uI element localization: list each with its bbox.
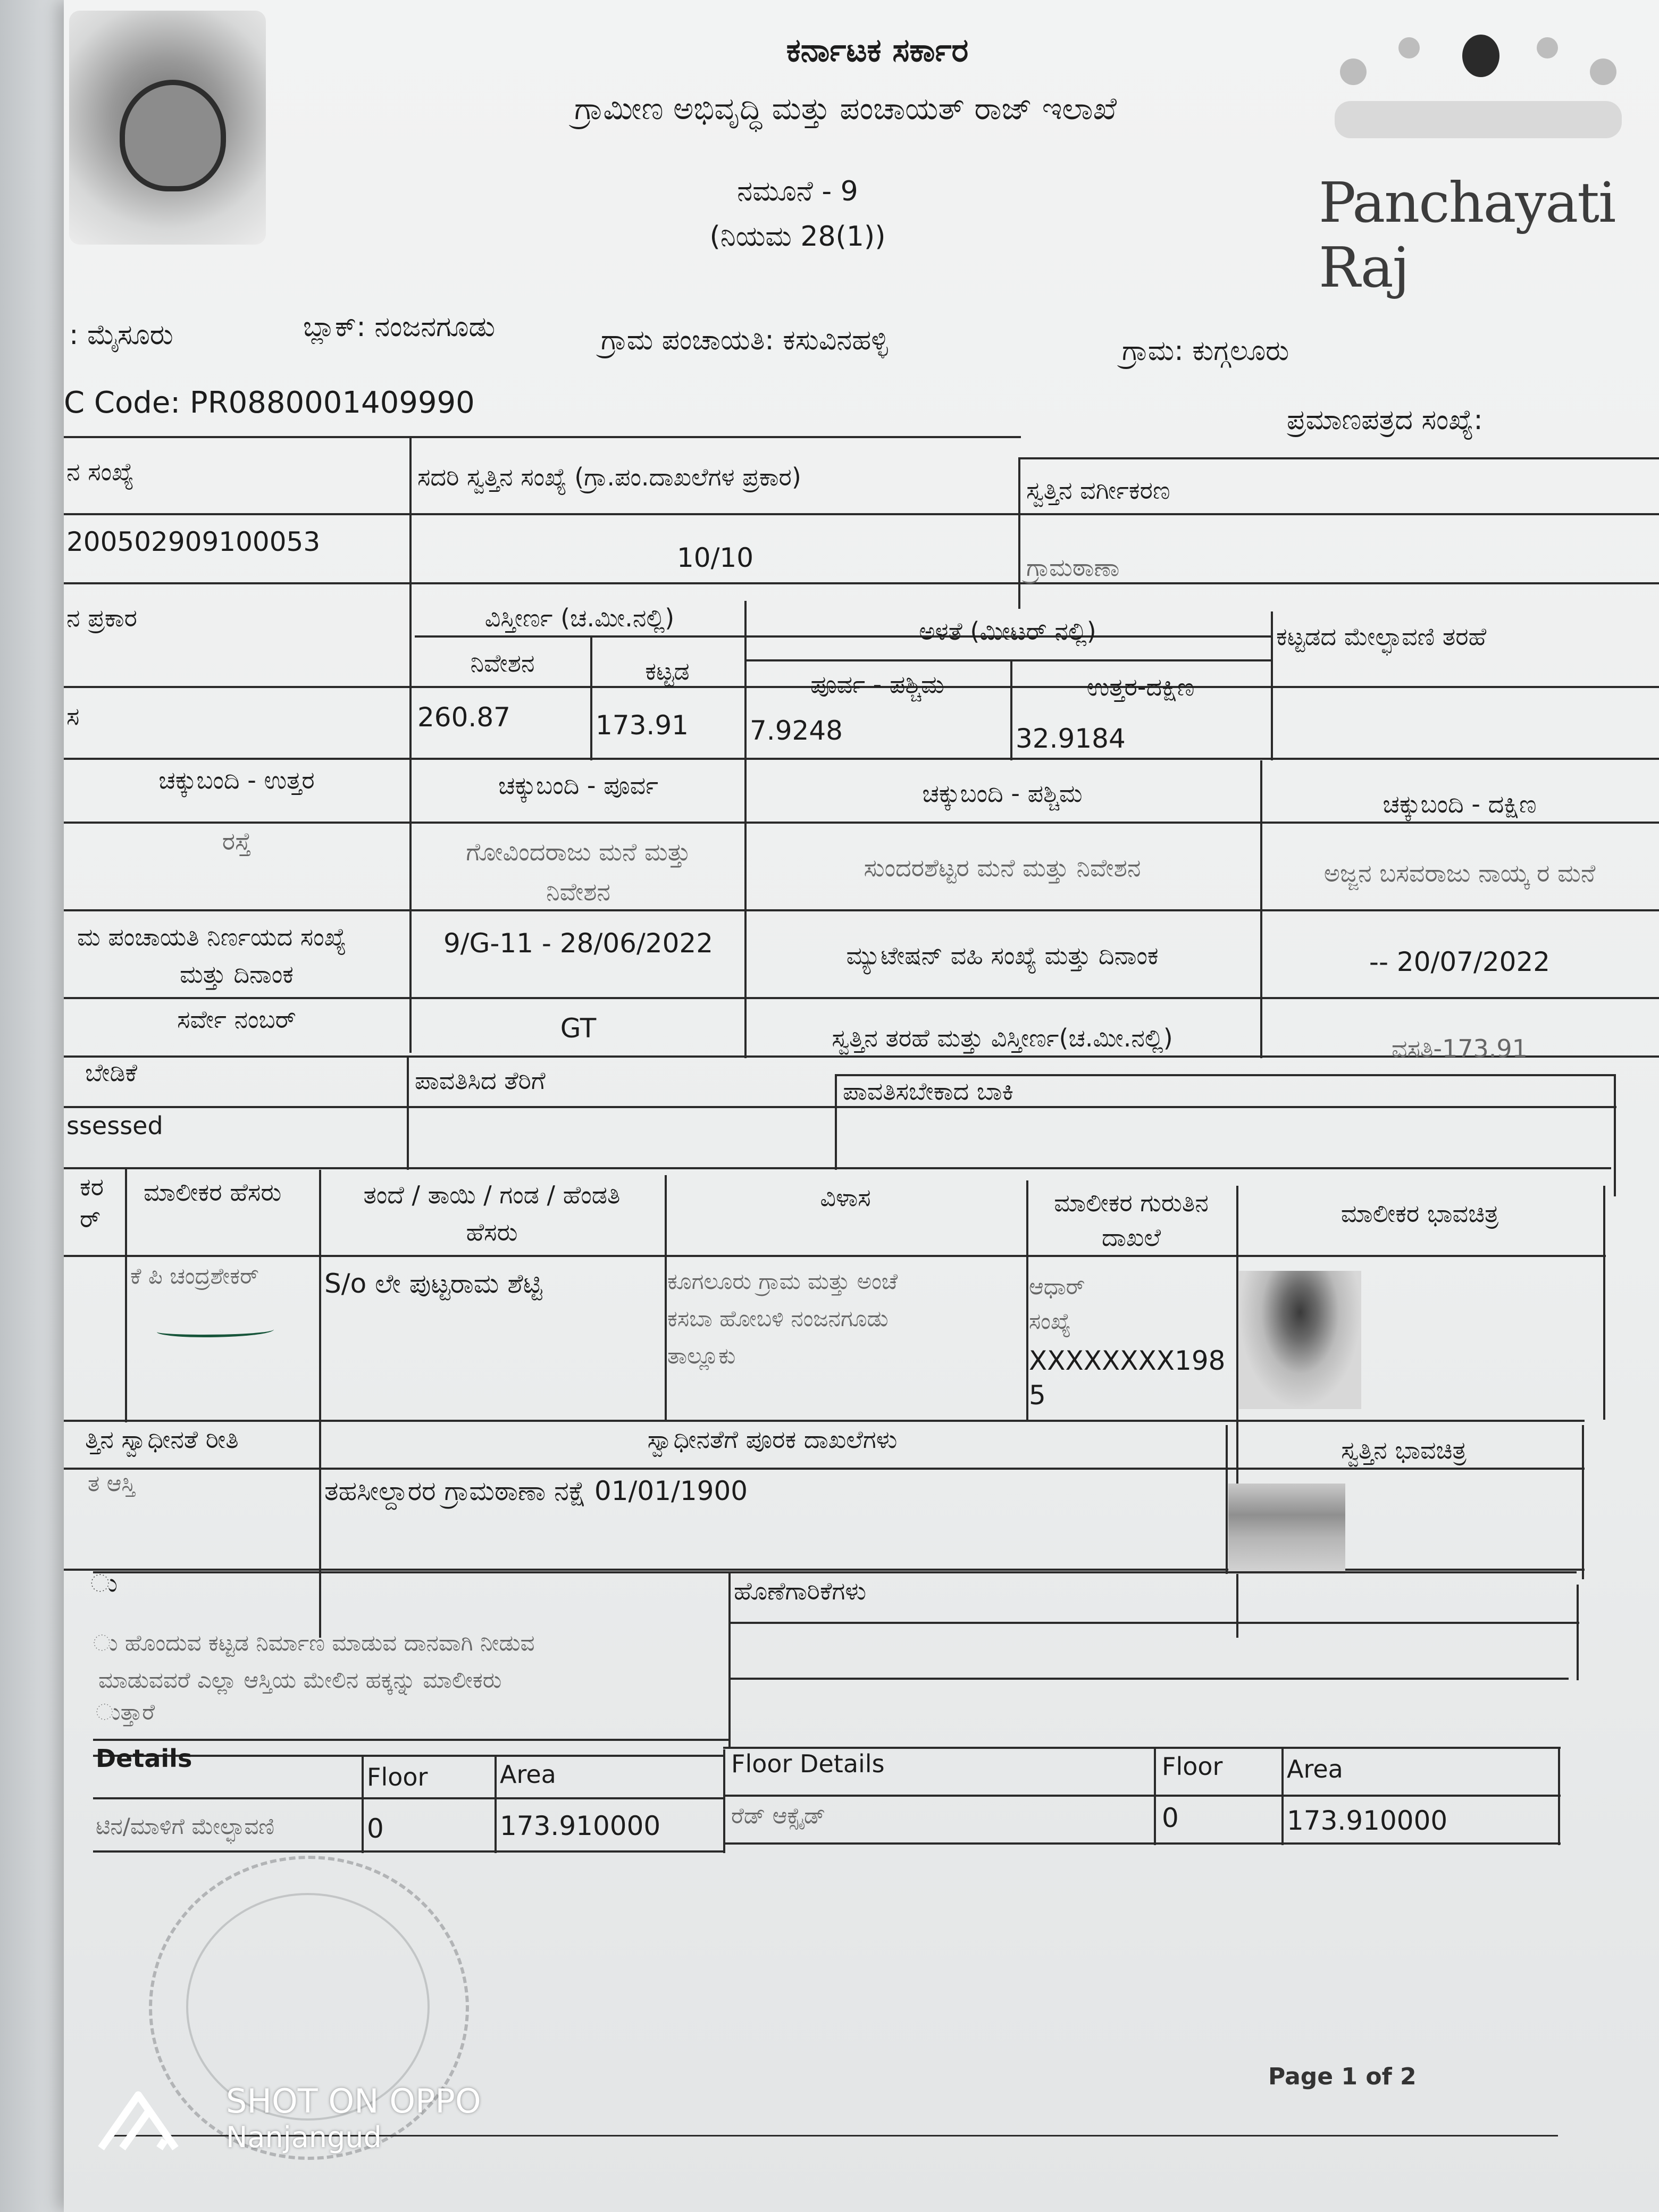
- liability-text-3: ುತ್ತಾರೆ: [96, 1699, 155, 1725]
- demand-label: ಬೇಡಿಕೆ: [85, 1058, 138, 1087]
- liability-text-1: ು ಹೊಂದುವ ಕಟ್ಟಡ ನಿರ್ಮಾಣ ಮಾಡುವ ದಾನವಾಗಿ ನೀಡುವ: [93, 1630, 535, 1656]
- gram-panchayat: ಗ್ರಾಮ ಪಂಚಾಯತಿ: ಕಸುವಿನಹಳ್ಳಿ: [601, 324, 888, 356]
- panchayati-raj-wordmark: Panchayati Raj: [1319, 170, 1615, 300]
- boundary-east-label: ಚಕ್ಕುಬಂದಿ - ಪೂರ್ವ: [498, 771, 659, 800]
- north-south-value: 32.9184: [1016, 723, 1126, 754]
- boundary-north-value: ರಸ್ತೆ: [222, 827, 252, 856]
- site-label: ನಿವೇಶನ: [470, 649, 535, 677]
- gp-number-label: ಸದರಿ ಸ್ವತ್ತಿನ ಸಂಖ್ಯೆ (ಗ್ರಾ.ಪಂ.ದಾಖಲೆಗಳ ಪ್ರಕಾರ): [417, 463, 801, 491]
- classification-label: ಸ್ವತ್ತಿನ ವರ್ಗೀಕರಣ: [1026, 476, 1170, 505]
- floor-details-right-head: Floor Details: [731, 1749, 885, 1778]
- dimension-label: ಅಳತೆ (ಮೀಟರ್ ನಲ್ಲಿ): [919, 617, 1096, 646]
- resolution-label-1: ಮ ಪಂಚಾಯತಿ ನಿರ್ಣಯದ ಸಂಖ್ಯೆ: [77, 923, 347, 951]
- acquisition-docs-value: ತಹಸೀಲ್ದಾರರ ಗ್ರಾಮಠಾಣಾ ನಕ್ಷೆ 01/01/1900: [324, 1476, 748, 1506]
- mutation-label: ಮ್ಯುಟೇಷನ್ ವಹಿ ಸಂಖ್ಯೆ ಮತ್ತು ದಿನಾಂಕ: [846, 941, 1159, 970]
- property-no-label: ನ ಸಂಖ್ಯೆ: [66, 457, 134, 486]
- roof-type-label: ಕಟ್ಟಡದ ಮೇಲ್ಛಾವಣಿ ತರಹೆ: [1276, 622, 1487, 651]
- owner-name-value: ಕೆ ಪಿ ಚಂದ್ರಶೇಕರ್: [130, 1263, 259, 1289]
- panchayati-raj-logo: [1329, 21, 1627, 154]
- owner-id-label-2: ದಾಖಲೆ: [1101, 1223, 1161, 1252]
- owner-photo-label: ಮಾಲೀಕರ ಭಾವಚಿತ್ರ: [1340, 1199, 1499, 1228]
- owner-name-label: ಮಾಲೀಕರ ಹೆಸರು: [144, 1178, 282, 1206]
- classification-value: ಗ್ರಾಮಠಾಣಾ: [1026, 553, 1120, 582]
- resolution-label-2: ಮತ್ತು ದಿನಾಂಕ: [180, 960, 294, 988]
- boundary-east-value-2: ನಿವೇಶನ: [546, 877, 610, 906]
- floor-left-area-value: 173.910000: [500, 1811, 661, 1841]
- nature-value: ವಸತಿ-173.91: [1392, 1034, 1528, 1063]
- nature-label: ಸ್ವತ್ತಿನ ತರಹೆ ಮತ್ತು ವಿಸ್ತೀರ್ಣ(ಚ.ಮೀ.ನಲ್ಲಿ): [832, 1024, 1173, 1052]
- district: : ಮೈಸೂರು: [69, 319, 173, 351]
- boundary-west-value: ಸುಂದರಶೆಟ್ಟರ ಮನೆ ಮತ್ತು ನಿವೇಶನ: [864, 853, 1141, 882]
- due-label: ಪಾವತಿಸಬೇಕಾದ ಬಾಕಿ: [843, 1077, 1014, 1105]
- resolution-value: 9/G-11 - 28/06/2022: [443, 928, 714, 959]
- owner-id-1: ಆಧಾರ್: [1029, 1273, 1085, 1300]
- code: C Code: PR0880001409990: [64, 386, 475, 420]
- rule-number: (ನಿಯಮ 28(1)): [709, 221, 886, 253]
- parent-name-label-1: ತಂದೆ / ತಾಯಿ / ಗಂಡ / ಹೆಂಡತಿ: [363, 1180, 621, 1209]
- boundary-south-value: ಅಜ್ಜನ ಬಸವರಾಜು ನಾಯ್ಕ ರ ಮನೆ: [1323, 859, 1596, 887]
- shot-on-oppo-text: SHOT ON OPPO: [226, 2082, 481, 2121]
- boundary-south-label: ಚಕ್ಕುಬಂದಿ - ದಕ್ಷಿಣ: [1382, 790, 1537, 818]
- east-west-value: 7.9248: [750, 715, 843, 746]
- property-no-value: 200502909100053: [66, 526, 321, 557]
- address-label: ವಿಳಾಸ: [820, 1183, 871, 1212]
- property-photo-image: [1228, 1484, 1345, 1574]
- parent-name-value: S/o ಲೇ ಪುಟ್ಟರಾಮ ಶೆಟ್ಟಿ: [324, 1268, 542, 1299]
- dept-title: ಗ್ರಾಮೀಣ ಅಭಿವೃದ್ಧಿ ಮತ್ತು ಪಂಚಾಯತ್ ರಾಜ್ ಇಲಾಖೆ: [574, 90, 1117, 127]
- address-line-2: ಕಸಬಾ ಹೋಬಳಿ ನಂಜನಗೂಡು: [667, 1305, 889, 1331]
- owner-id-label-1: ಮಾಲೀಕರ ಗುರುತಿನ: [1054, 1188, 1209, 1217]
- owner-id-3: XXXXXXXX198: [1029, 1345, 1226, 1376]
- owner-id-2: ಸಂಖ್ಯೆ: [1029, 1308, 1071, 1334]
- floor-details-left-head: Details: [96, 1744, 192, 1773]
- address-line-3: ತಾಲ್ಲೂಕು: [667, 1343, 736, 1369]
- floor-left-area-label: Area: [500, 1760, 556, 1789]
- property-photo-label: ಸ್ವತ್ತಿನ ಭಾವಚಿತ್ರ: [1341, 1436, 1467, 1464]
- govt-title: ಕರ್ನಾಟಕ ಸರ್ಕಾರ: [786, 32, 969, 69]
- floor-left-row-label: ಟಿನ/ಮಾಳಿಗೆ ಮೇಲ್ಛಾವಣಿ: [96, 1813, 275, 1839]
- block: ಬ್ಲಾಕ್: ನಂಜನಗೂಡು: [303, 311, 496, 343]
- mutation-value: -- 20/07/2022: [1369, 946, 1551, 977]
- floor-right-floor-label: Floor: [1162, 1752, 1223, 1781]
- area-label: ವಿಸ್ತೀರ್ಣ (ಚ.ಮೀ.ನಲ್ಲಿ): [484, 604, 675, 632]
- liabilities-left-head: ು: [90, 1569, 118, 1597]
- east-west-label: ಪೂರ್ವ - ಪಶ್ಚಿಮ: [810, 670, 944, 699]
- building-label: ಕಟ್ಟಡ: [645, 657, 690, 685]
- acquisition-method-value: ತ ಆಸ್ತಿ: [88, 1470, 136, 1496]
- parent-name-label-2: ಹೆಸರು: [466, 1218, 518, 1246]
- page-edge-shadow: [0, 0, 64, 2212]
- floor-right-row-label: ರೆಡ್ ಆಕ್ಸೈಡ್: [731, 1803, 826, 1829]
- address-line-1: ಕೂಗಲೂರು ಗ್ರಾಮ ಮತ್ತು ಅಂಚೆ: [667, 1268, 898, 1294]
- form-number: ನಮೂನೆ - 9: [737, 175, 858, 207]
- karnataka-emblem-logo: [69, 11, 266, 245]
- liability-text-2: ಮಾಡುವವರೆ ಎಲ್ಲಾ ಆಸ್ತಿಯ ಮೇಲಿನ ಹಕ್ಕನ್ನು ಮಾಲೀಕರು: [98, 1667, 502, 1693]
- assessed-text: ssessed: [66, 1111, 163, 1140]
- floor-right-area-label: Area: [1287, 1755, 1343, 1783]
- owner-col0: ಕರ: [80, 1172, 104, 1201]
- boundary-east-value-1: ಗೋವಿಂದರಾಜು ಮನೆ ಮತ್ತು: [466, 837, 691, 866]
- north-south-label: ಉತ್ತರ-ದಕ್ಷಿಣ: [1086, 673, 1195, 701]
- paid-tax-label: ಪಾವತಿಸಿದ ತೆರಿಗೆ: [415, 1066, 546, 1095]
- owner-photo-image: [1239, 1271, 1361, 1409]
- certificate-number-label: ಪ್ರಮಾಣಪತ್ರದ ಸಂಖ್ಯೆ:: [1287, 404, 1483, 436]
- survey-value: GT: [560, 1013, 597, 1044]
- type-value: ಸ: [66, 702, 80, 731]
- owner-id-4: 5: [1029, 1380, 1046, 1411]
- survey-label: ಸರ್ವೇ ನಂಬರ್: [177, 1005, 296, 1034]
- type-label: ನ ಪ್ರಕಾರ: [66, 604, 137, 632]
- owner-col0b: ರ್: [80, 1204, 101, 1233]
- floor-right-floor-value: 0: [1162, 1803, 1179, 1833]
- site-area-value: 260.87: [417, 702, 510, 733]
- village: ಗ್ರಾಮ: ಕುಗ್ಗಲೂರು: [1122, 335, 1289, 367]
- boundary-north-label: ಚಕ್ಕುಬಂದಿ - ಉತ್ತರ: [158, 766, 315, 794]
- floor-right-area-value: 173.910000: [1287, 1805, 1448, 1836]
- acquisition-method-label: ತ್ತಿನ ಸ್ವಾಧೀನತೆ ರೀತಿ: [85, 1425, 239, 1454]
- photo-location-text: Nanjangud: [226, 2121, 382, 2154]
- liabilities-head: ಹೊಣೆಗಾರಿಕೆಗಳು: [734, 1577, 866, 1605]
- oppo-watermark-icon: [96, 2090, 191, 2154]
- gp-number-value: 10/10: [676, 542, 754, 573]
- boundary-west-label: ಚಕ್ಕುಬಂದಿ - ಪಶ್ಚಿಮ: [922, 779, 1083, 808]
- floor-left-floor-value: 0: [367, 1813, 384, 1844]
- floor-left-floor-label: Floor: [367, 1763, 428, 1791]
- building-area-value: 173.91: [596, 710, 689, 741]
- page-number: Page 1 of 2: [1268, 2063, 1417, 2090]
- acquisition-docs-label: ಸ್ವಾಧೀನತೆಗೆ ಪೂರಕ ದಾಖಲೆಗಳು: [647, 1425, 898, 1454]
- emblem-shield: [120, 80, 226, 191]
